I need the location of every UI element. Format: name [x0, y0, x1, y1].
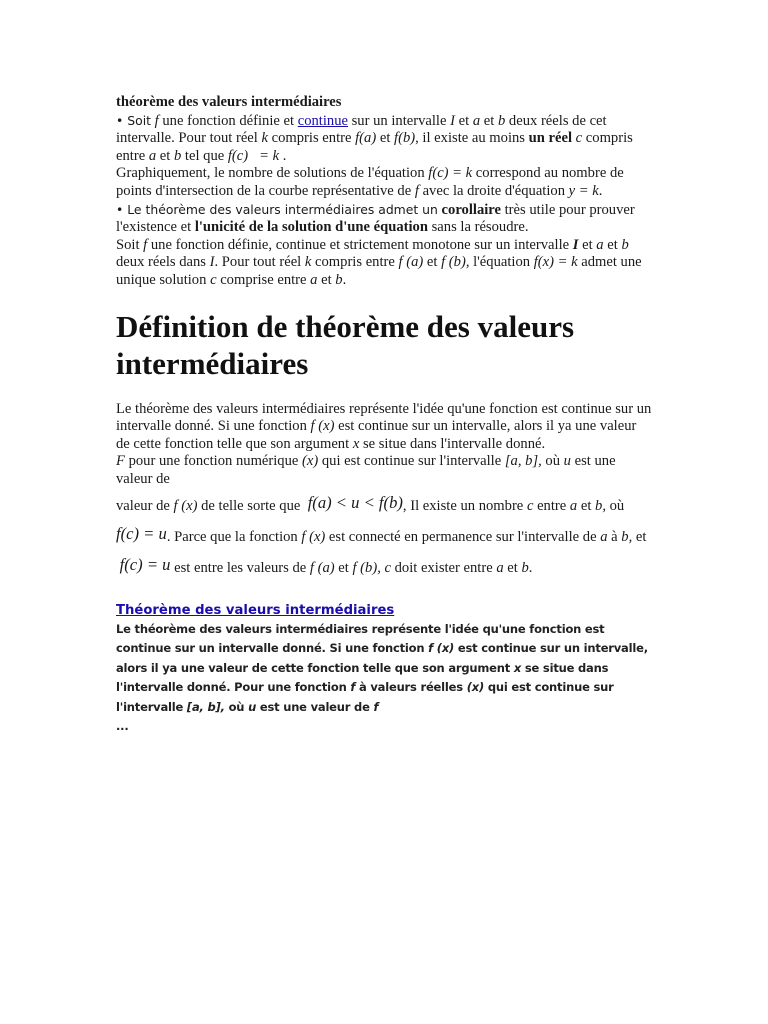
continue-link[interactable]: continue [297, 112, 348, 129]
snippet-text: Le théorème des valeurs intermédiaires représente l'idée qu'une fonction est continue sur un intervalle donné. Si une fonction f (x) est continue sur un intervalle, alors il ya une valeur de cette fonction telle que son argument x se situe dans l'intervalle donné. Pour une fonction f à valeurs réelles (x) qui est continue sur l'intervalle [a, b], où u est une valeur de f ... [116, 621, 648, 734]
formula-fc-u: f(c) = u [116, 523, 167, 543]
graphical-interpretation: Graphiquement, le nombre de solutions de l'équation f(c) = k correspond au nombre de points d'intersection de la courbe représentative de f avec la droite d'équation y = k. [116, 165, 624, 199]
section-title: théorème des valeurs intermédiaires [116, 94, 342, 110]
theorem-section [116, 94, 652, 290]
definition-section [116, 401, 652, 582]
corollary-intro: • Le théorème des valeurs intermédiaires admet un corollaire très utile pour prouver l'existence et l'unicité de la solution d'une équation sans la résoudre. [116, 201, 635, 236]
definition-formula-lines: valeur de f (x) de telle sorte que f(a) < u < f(b), Il existe un nombre c entre a et b, où f(c) = u. Parce que la fonction f (x) est connecté en permanence sur l'intervalle de a à b, et f(c) = u est entre les valeurs de f (a) et f (b), c doit exister entre a et b. [116, 489, 652, 582]
snippet-title-link[interactable]: Théorème des valeurs intermédiaires [116, 602, 395, 618]
definition-paragraph: Le théorème des valeurs intermédiaires représente l'idée qu'une fonction est continue sur un intervalle donné. Si une fonction f (x) est continue sur un intervalle, alors il ya une valeur de cette fonction telle que son argument x se situe dans l'intervalle donné. F pour une fonction numérique (x) qui est continue sur l'intervalle [a, b], où u est une valeur de [116, 400, 652, 487]
page-heading: Définition de théorème des valeurs intermédiaires [116, 308, 575, 381]
formula-fc-u-2: f(c) = u [119, 554, 171, 574]
theorem-statement: • Soit f une fonction définie et continue sur un intervalle I et a et b deux réels de cet intervalle. Pour tout réel k compris entre f(a) et f(b), il existe au moins un réel c compris entre a et b tel que f(c) = k . [116, 112, 633, 164]
document-page [116, 94, 652, 737]
formula-fa-u-fb: f(a) < u < f(b) [307, 492, 403, 512]
corollary-statement: Soit f une fonction définie, continue et strictement monotone sur un intervalle I et a et b deux réels dans I. Pour tout réel k compris entre f (a) et f (b), l'équation f(x) = k admet une unique solution c comprise entre a et b. [116, 236, 642, 288]
